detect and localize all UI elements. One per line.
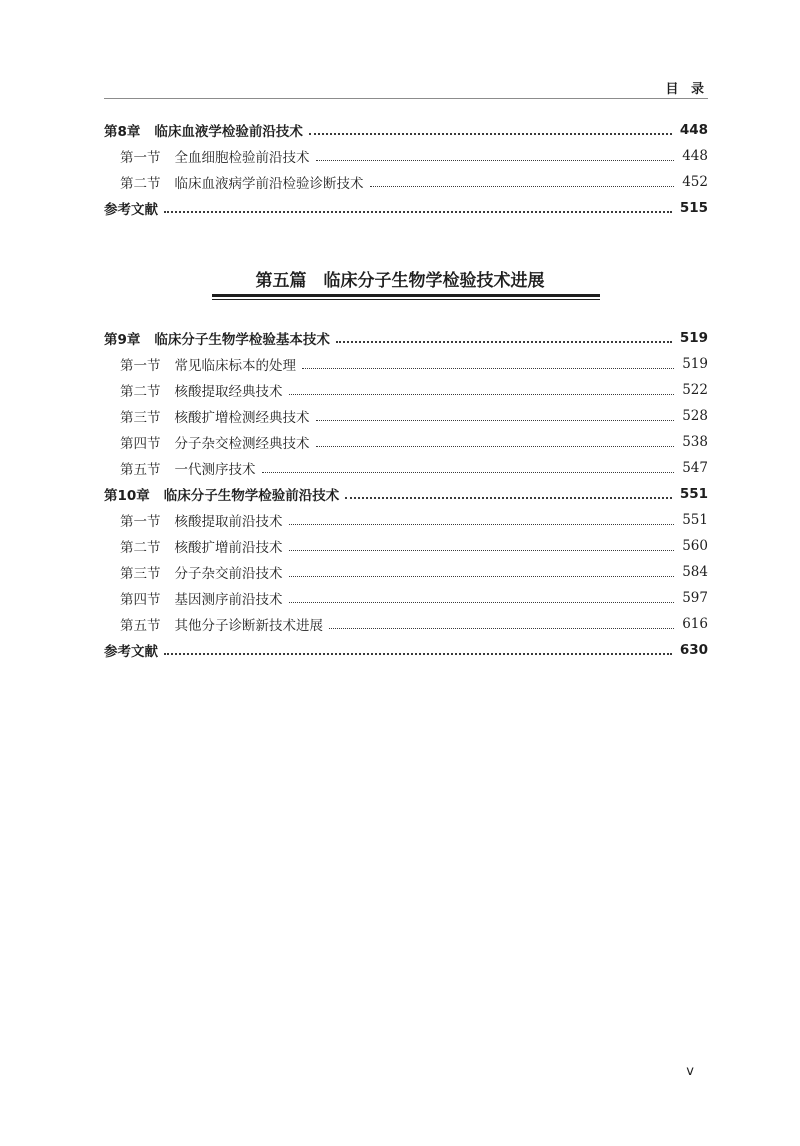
section-title: 核酸提取前沿技术 (174, 514, 283, 530)
toc-entry-section[interactable] (104, 429, 708, 455)
dot-leader (309, 133, 672, 135)
dot-leader (289, 550, 675, 551)
dot-leader (370, 186, 675, 187)
chapter-number: 第8章 (104, 124, 141, 140)
references-title: 参考文献 (104, 644, 158, 660)
dot-leader (316, 160, 675, 161)
page-number: 515 (679, 200, 708, 216)
page-number: 528 (682, 408, 708, 424)
toc-entry-section[interactable] (104, 585, 708, 611)
section-title: 其他分子诊断新技术进展 (174, 618, 323, 634)
chapter-number: 第10章 (104, 488, 150, 504)
dot-leader (262, 472, 675, 473)
toc-entry-chapter-10[interactable] (104, 481, 708, 507)
dot-leader (289, 576, 675, 577)
toc-entry-section[interactable] (104, 169, 708, 195)
page-number: 597 (682, 590, 708, 606)
toc-entry-section[interactable] (104, 403, 708, 429)
page-number: 616 (682, 616, 708, 632)
part-title-underline-thin (212, 299, 600, 300)
page-number: 551 (679, 486, 708, 502)
toc-entry-chapter-8[interactable] (104, 117, 708, 143)
section-number: 第一节 (120, 358, 161, 374)
section-number: 第五节 (120, 462, 161, 478)
toc-entry-section[interactable] (104, 143, 708, 169)
section-number: 第二节 (120, 176, 161, 192)
page-number: 519 (682, 356, 708, 372)
dot-leader (289, 524, 675, 525)
toc-entry-section[interactable] (104, 377, 708, 403)
page-number: 584 (682, 564, 708, 580)
section-number: 第五节 (120, 618, 161, 634)
page-number: 452 (682, 174, 708, 190)
part-title: 第五篇 临床分子生物学检验技术进展 (255, 271, 545, 291)
chapter-title: 临床分子生物学检验基本技术 (154, 332, 330, 348)
dot-leader (302, 368, 674, 369)
section-title: 全血细胞检验前沿技术 (174, 150, 310, 166)
section-title: 核酸扩增前沿技术 (174, 540, 283, 556)
section-number: 第二节 (120, 540, 161, 556)
toc-block-chapter-8 (104, 117, 708, 221)
page-number: 522 (682, 382, 708, 398)
section-title: 基因测序前沿技术 (174, 592, 283, 608)
toc-entry-section[interactable] (104, 533, 708, 559)
page-number: 538 (682, 434, 708, 450)
section-title: 分子杂交检测经典技术 (174, 436, 310, 452)
chapter-number: 第9章 (104, 332, 141, 348)
section-number: 第一节 (120, 514, 161, 530)
toc-entry-section[interactable] (104, 611, 708, 637)
toc-entry-references[interactable] (104, 637, 708, 663)
section-title: 核酸扩增检测经典技术 (174, 410, 310, 426)
section-title: 临床血液病学前沿检验诊断技术 (174, 176, 364, 192)
page-number: 448 (682, 148, 708, 164)
footer-page-number: v (686, 1064, 694, 1079)
page-number: 560 (682, 538, 708, 554)
section-number: 第一节 (120, 150, 161, 166)
chapter-title: 临床血液学检验前沿技术 (154, 124, 303, 140)
chapter-title: 临床分子生物学检验前沿技术 (163, 488, 340, 504)
toc-entry-section[interactable] (104, 559, 708, 585)
toc-block-part-5 (104, 325, 708, 663)
section-number: 第三节 (120, 566, 161, 582)
page-number: 551 (682, 512, 708, 528)
section-title: 一代测序技术 (174, 462, 256, 478)
dot-leader (345, 497, 672, 499)
dot-leader (316, 446, 675, 447)
toc-entry-section[interactable] (104, 455, 708, 481)
section-number: 第三节 (120, 410, 161, 426)
header-divider (104, 98, 708, 99)
section-title: 常见临床标本的处理 (174, 358, 296, 374)
references-title: 参考文献 (104, 202, 158, 218)
section-title: 分子杂交前沿技术 (174, 566, 283, 582)
page-number: 547 (682, 460, 708, 476)
toc-entry-section[interactable] (104, 351, 708, 377)
page-number: 519 (679, 330, 708, 346)
section-title: 核酸提取经典技术 (174, 384, 283, 400)
dot-leader (289, 602, 675, 603)
section-number: 第二节 (120, 384, 161, 400)
page-header-title: 目 录 (665, 82, 708, 97)
dot-leader (329, 628, 674, 629)
dot-leader (164, 211, 672, 213)
page-number: 630 (679, 642, 708, 658)
toc-entry-references[interactable] (104, 195, 708, 221)
toc-entry-section[interactable] (104, 507, 708, 533)
dot-leader (336, 341, 672, 343)
part-title-underline-thick (212, 294, 600, 297)
section-number: 第四节 (120, 436, 161, 452)
dot-leader (164, 653, 672, 655)
dot-leader (289, 394, 675, 395)
toc-entry-chapter-9[interactable] (104, 325, 708, 351)
page-number: 448 (679, 122, 708, 138)
section-number: 第四节 (120, 592, 161, 608)
dot-leader (316, 420, 675, 421)
